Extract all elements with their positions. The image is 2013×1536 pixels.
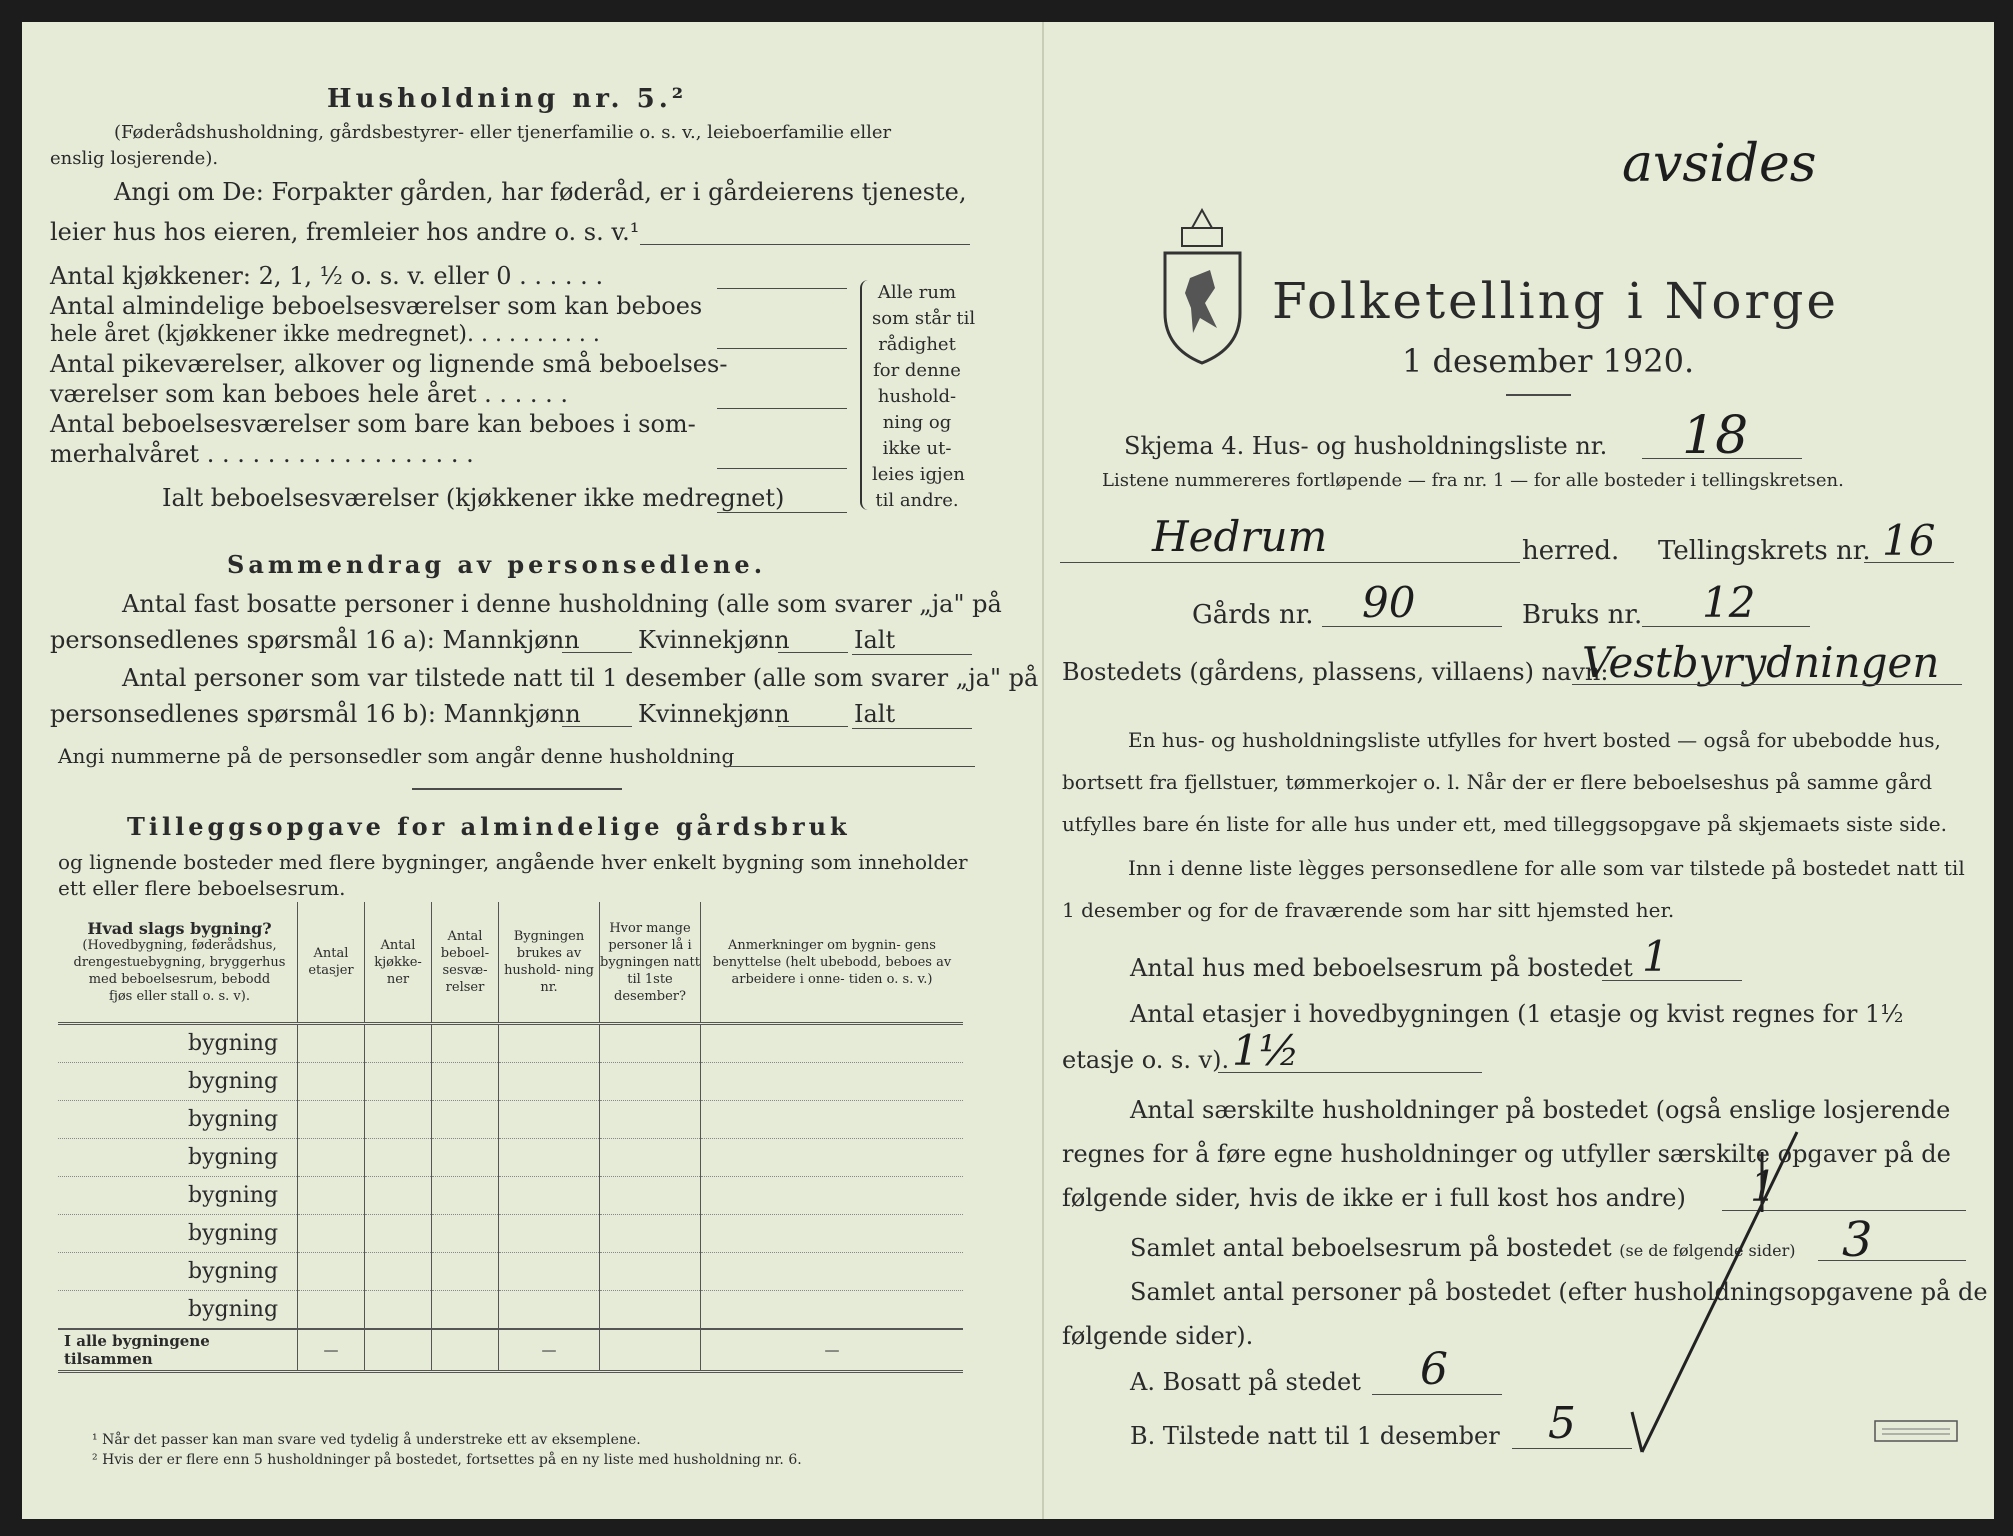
rooms-line-2	[717, 408, 847, 409]
page-fold	[1042, 22, 1044, 1519]
rooms-label-1b: hele året (kjøkkener ikke medregnet). . . . . . . . . .	[50, 322, 600, 347]
q-floors-value: 1½	[1232, 1026, 1300, 1075]
male-line-1	[562, 652, 632, 653]
herred-line	[1060, 562, 1520, 563]
footnote-2: ² Hvis der er flere enn 5 husholdninger på bostedet, fortsettes på en ny liste med husholdning nr. 6.	[92, 1452, 802, 1468]
gards-value: 90	[1362, 578, 1416, 627]
margin-note-handwritten: avsides	[1622, 134, 1817, 194]
buildings-table	[58, 902, 963, 1373]
header-kitchens: Antal kjøkke- ner	[365, 902, 432, 1024]
side-note-brace	[860, 280, 872, 510]
extra-2: ett eller flere beboelsesrum.	[58, 876, 346, 900]
table-header	[58, 902, 963, 1024]
q-present-value: 5	[1548, 1398, 1576, 1449]
instruction-5: 1 desember og for de fraværende som har sitt hjemsted her.	[1062, 898, 1675, 922]
q-households-label: Antal særskilte husholdninger på bostedet (også enslige losjerende	[1130, 1096, 1951, 1124]
bosted-value: Vestbyrydningen	[1582, 638, 1940, 687]
footnote-1: ¹ Når det passer kan man svare ved tydelig å understreke ett av eksemplene.	[92, 1432, 641, 1448]
question-arrangement-2: leier hus hos eieren, fremleier hos andre o. s. v.¹	[50, 218, 640, 246]
total-rooms-label: Ialt beboelsesværelser (kjøkkener ikke medregnet)	[162, 484, 785, 512]
household-subtitle-2: enslig losjerende).	[50, 148, 219, 169]
q-households-value: 1	[1750, 1162, 1777, 1211]
numbers-line	[730, 766, 975, 767]
header-floors: Antal etasjer	[298, 902, 365, 1024]
q-resident-value: 6	[1420, 1344, 1448, 1395]
q-floors-line	[1218, 1072, 1482, 1073]
rooms-label-2b: værelser som kan beboes hele året . . . . . .	[50, 380, 569, 408]
table-row: bygning	[58, 1291, 963, 1330]
header-persons: Hvor mange personer lå i bygningen natt til 1ste desember?	[600, 902, 701, 1024]
q-rooms-label: Samlet antal beboelsesrum på bostedet (se de følgende sider)	[1130, 1234, 1796, 1262]
herred-label: herred.	[1522, 536, 1620, 566]
schema-line	[1642, 458, 1802, 459]
q-resident-label: A. Bosatt på stedet	[1130, 1368, 1361, 1396]
census-title: Folketelling i Norge	[1272, 272, 1839, 330]
title-rule	[1506, 394, 1571, 396]
numbering-note: Listene nummereres fortløpende — fra nr. 1 — for alle bosteder i tellingskretsen.	[1102, 470, 1844, 491]
header-household: Bygningen brukes av hushold- ning nr.	[499, 902, 600, 1024]
q-households-label-2: regnes for å føre egne husholdninger og utfyller særskilte opgaver på de	[1062, 1140, 1951, 1168]
female-line-1	[778, 652, 848, 653]
instruction-2: bortsett fra fjellstuer, tømmerkojer o. l. Når der er flere beboelseshus på samme gård	[1062, 770, 1933, 794]
summary-title: Sammendrag av personsedlene.	[227, 550, 767, 579]
table-total-row: I alle bygningene tilsammen — — —	[58, 1329, 963, 1372]
krets-line	[1864, 562, 1954, 563]
extra-title: Tilleggsopgave for almindelige gårdsbruk	[127, 812, 851, 841]
header-building-type: Hvad slags bygning? (Hovedbygning, føderådshus, drengestuebygning, bryggerhus med beboelsesrum, bebodd fjøs eller stall o. s. v).	[58, 902, 298, 1024]
table-row: bygning	[58, 1253, 963, 1291]
rooms-line-1	[717, 348, 847, 349]
summary-3: Angi nummerne på de personsedler som angår denne husholdning	[58, 744, 735, 768]
side-note: Alle rum som står til rådighet for denne hushold- ning og ikke ut- leies igjen til andre.	[872, 282, 976, 511]
rooms-label-2a: Antal pikeværelser, alkover og lignende små beboelses-	[50, 350, 728, 378]
q-houses-line	[1602, 980, 1742, 981]
answer-line	[640, 244, 970, 245]
q-persons-label: Samlet antal personer på bostedet (efter husholdningsopgavene på de	[1130, 1278, 1988, 1306]
rooms-label-3a: Antal beboelsesværelser som bare kan beboes i som-	[50, 410, 696, 438]
table-row: bygning	[58, 1024, 963, 1063]
summary-2d: Ialt	[854, 700, 896, 728]
q-resident-line	[1372, 1394, 1502, 1395]
gards-line	[1322, 626, 1502, 627]
krets-value: 16	[1882, 516, 1936, 565]
q-households-label-3: følgende sider, hvis de ikke er i full kost hos andre)	[1062, 1184, 1686, 1212]
total-line-1	[852, 654, 972, 655]
bruks-line	[1642, 626, 1810, 627]
bruks-value: 12	[1702, 578, 1756, 627]
q-present-label: B. Tilstede natt til 1 desember	[1130, 1422, 1500, 1450]
total-line-2	[852, 728, 972, 729]
household-title: Husholdning nr. 5.²	[327, 84, 688, 114]
q-rooms-value: 3	[1842, 1212, 1873, 1268]
instruction-3: utfylles bare én liste for alle hus under ett, med tilleggsopgave på skjemaets siste side.	[1062, 812, 1947, 836]
total-label: I alle bygningene tilsammen	[58, 1329, 298, 1372]
summary-1c: Kvinnekjønn	[638, 626, 790, 654]
summary-1b: personsedlenes spørsmål 16 a): Mannkjønn	[50, 626, 580, 654]
q-floors-label-2: etasje o. s. v).	[1062, 1046, 1230, 1074]
female-line-2	[778, 726, 848, 727]
male-line-2	[562, 726, 632, 727]
total-rooms-line	[717, 512, 847, 513]
rooms-label-3b: merhalvåret . . . . . . . . . . . . . . . . . .	[50, 440, 474, 468]
table-row: bygning	[58, 1139, 963, 1177]
rooms-label-1a: Antal almindelige beboelsesværelser som kan beboes	[50, 292, 703, 320]
bosted-label: Bostedets (gårdens, plassens, villaens) navn:	[1062, 658, 1609, 686]
summary-2c: Kvinnekjønn	[638, 700, 790, 728]
printer-stamp-icon	[1874, 1420, 1958, 1442]
rooms-line-3	[717, 468, 847, 469]
instruction-1: En hus- og husholdningsliste utfylles for hvert bosted — også for ubebodde hus,	[1128, 728, 1941, 752]
kitchens-label: Antal kjøkkener: 2, 1, ½ o. s. v. eller 0 . . . . . .	[50, 262, 604, 290]
household-subtitle: (Føderådshusholdning, gårdsbestyrer- eller tjenerfamilie o. s. v., leieboerfamilie eller	[114, 122, 892, 143]
bosted-line	[1572, 684, 1962, 685]
q-floors-label: Antal etasjer i hovedbygningen (1 etasje og kvist regnes for 1½	[1130, 1000, 1904, 1028]
q-houses-value: 1	[1642, 932, 1669, 981]
summary-2: Antal personer som var tilstede natt til 1 desember (alle som svarer „ja" på	[122, 664, 1039, 692]
schema-number: 18	[1682, 406, 1749, 466]
q-rooms-line	[1818, 1260, 1966, 1261]
summary-2b: personsedlenes spørsmål 16 b): Mannkjønn	[50, 700, 581, 728]
table-row: bygning	[58, 1215, 963, 1253]
summary-1: Antal fast bosatte personer i denne husholdning (alle som svarer „ja" på	[122, 590, 1002, 618]
kitchens-line	[717, 288, 847, 289]
checkmark-stroke-icon	[1622, 1122, 1822, 1462]
table-row: bygning	[58, 1177, 963, 1215]
schema-label: Skjema 4. Hus- og husholdningsliste nr.	[1124, 432, 1608, 460]
extra-1: og lignende bosteder med flere bygninger, angående hver enkelt bygning som inneholder	[58, 850, 968, 874]
header-remarks: Anmerkninger om bygnin- gens benyttelse (helt ubebodd, beboes av arbeidere i onne- tiden o. s. v.)	[701, 902, 964, 1024]
table-row: bygning	[58, 1101, 963, 1139]
q-houses-label: Antal hus med beboelsesrum på bostedet	[1130, 954, 1633, 982]
header-rooms: Antal beboel- sesvæ- relser	[432, 902, 499, 1024]
table-row: bygning	[58, 1063, 963, 1101]
q-present-line	[1512, 1448, 1632, 1449]
gards-label: Gårds nr.	[1192, 600, 1314, 630]
separator	[412, 788, 622, 790]
census-date: 1 desember 1920.	[1402, 342, 1695, 380]
summary-1d: Ialt	[854, 626, 896, 654]
krets-label: Tellingskrets nr.	[1658, 536, 1871, 566]
coat-of-arms-icon	[1155, 208, 1250, 368]
question-arrangement: Angi om De: Forpakter gården, har føderåd, er i gårdeierens tjeneste,	[114, 178, 967, 206]
herred-value: Hedrum	[1152, 512, 1328, 561]
instruction-4: Inn i denne liste lègges personsedlene for alle som var tilstede på bostedet natt til	[1128, 856, 1965, 880]
q-persons-label-2: følgende sider).	[1062, 1322, 1254, 1350]
bruks-label: Bruks nr.	[1522, 600, 1643, 630]
census-sheet	[22, 22, 1994, 1519]
